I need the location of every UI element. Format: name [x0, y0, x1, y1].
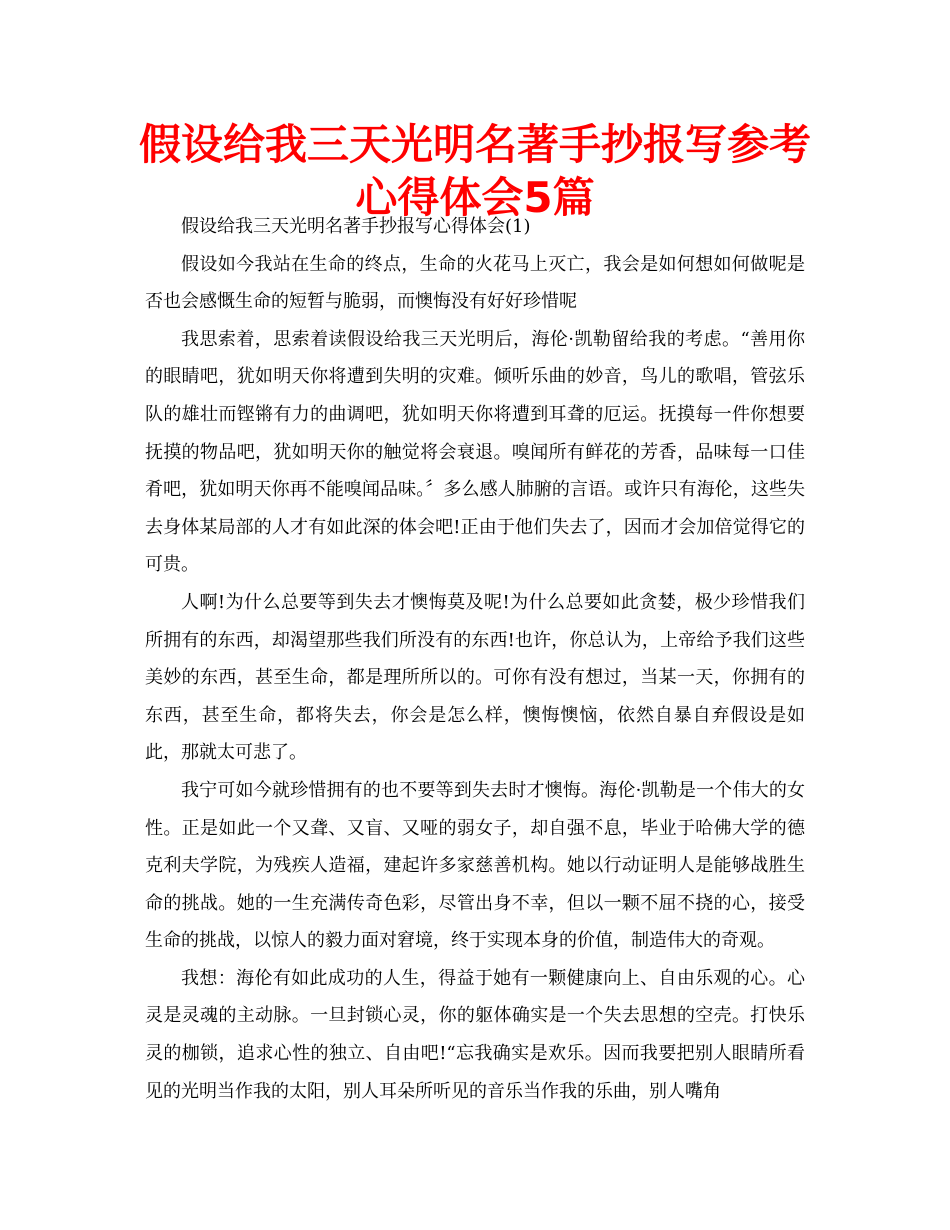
paragraph-1: 假设如今我站在生命的终点，生命的火花马上灭亡，我会是如何想如何做呢是否也会感慨生命的短暂与脆弱，而懊悔没有好好珍惜呢	[145, 253, 805, 313]
paragraph-5: 我想：海伦有如此成功的人生，得益于她有一颗健康向上、自由乐观的心。心灵是灵魂的主动脉。一旦封锁心灵，你的躯体确实是一个失去思想的空壳。打快乐灵的枷锁，追求心性的独立、自由吧!“忘我确实是欢乐。因而我要把别人眼睛所看见的光明当作我的太阳，别人耳朵所听见的音乐当作我的乐曲，别人嘴角	[145, 967, 805, 1102]
document-title: 假设给我三天光明名著手抄报写参考心得体会5篇	[138, 120, 811, 222]
paragraph-3: 人啊!为什么总要等到失去才懊悔莫及呢!为什么总要如此贪婪，极少珍惜我们所拥有的东西，却渴望那些我们所没有的东西!也许，你总认为，上帝给予我们这些美妙的东西，甚至生命，都是理所所以的。可你有没有想过，当某一天，你拥有的东西，甚至生命，都将失去，你会是怎么样，懊悔懊恼，依然自暴自弃假设是如此，那就太可悲了。	[145, 591, 805, 764]
document-body	[145, 208, 805, 1110]
paragraph-2: 我思索着，思索着读假设给我三天光明后，海伦·凯勒留给我的考虑。“善用你的眼睛吧，犹如明天你将遭到失明的灾难。倾听乐曲的妙音，鸟儿的歌唱，管弦乐队的雄壮而铿锵有力的曲调吧，犹如明天你将遭到耳聋的厄运。抚摸每一件你想要抚摸的物品吧，犹如明天你的触觉将会衰退。嗅闻所有鲜花的芳香，品味每一口佳肴吧，犹如明天你再不能嗅闻品味。〞多么感人肺腑的言语。或许只有海伦，这些失去身体某局部的人才有如此深的体会吧!正由于他们失去了，因而才会加倍觉得它的可贵。	[145, 328, 805, 576]
essay-subtitle: 假设给我三天光明名著手抄报写心得体会(1)	[181, 216, 531, 237]
paragraph-4: 我宁可如今就珍惜拥有的也不要等到失去时才懊悔。海伦·凯勒是一个伟大的女性。正是如此一个又聋、又盲、又哑的弱女子，却自强不息，毕业于哈佛大学的德克利夫学院，为残疾人造福，建起许多家慈善机构。她以行动证明人是能够战胜生命的挑战。她的一生充满传奇色彩，尽管出身不幸，但以一颗不屈不挠的心，接受生命的挑战，以惊人的毅力面对窘境，终于实现本身的价值，制造伟大的奇观。	[145, 779, 805, 952]
